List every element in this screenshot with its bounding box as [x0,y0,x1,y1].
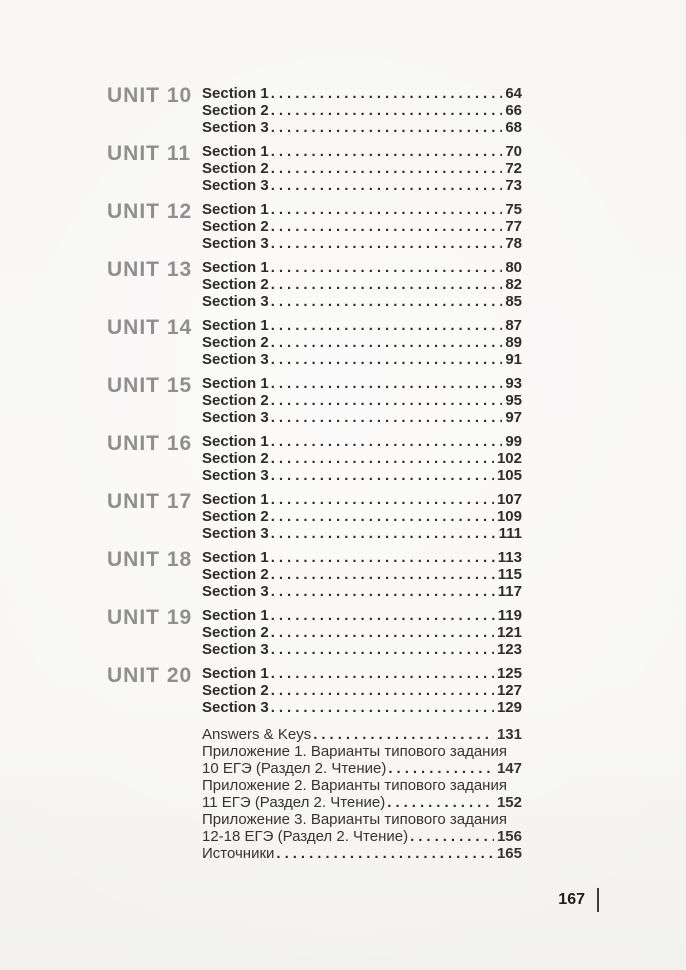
folio-page-number: 167 [558,891,585,908]
toc-entry-page-number: 129 [496,699,522,716]
toc-entry [202,665,522,682]
toc-entry-page-number: 152 [496,794,522,811]
toc-entry-label: Section 1 [202,143,269,160]
toc-entry [202,566,522,583]
unit-group [107,491,522,542]
dot-leader [269,334,503,351]
dot-leader [386,760,494,777]
toc-entry [202,760,522,777]
unit-group [107,665,522,716]
dot-leader [269,119,503,136]
toc-entry-page-number: 99 [505,433,522,450]
unit-group [107,143,522,194]
toc-entry [202,143,522,160]
toc-entry [202,624,522,641]
dot-leader [269,375,503,392]
unit-section-rows [202,201,522,252]
dot-leader [269,467,494,484]
toc-entry-label: Section 1 [202,607,269,624]
toc-entry-label: Section 3 [202,351,269,368]
toc-entry [202,102,522,119]
dot-leader [269,218,503,235]
toc-entry-page-number: 87 [505,317,522,334]
toc-entry [202,334,522,351]
unit-section-rows [202,259,522,310]
toc-entry-page-number: 68 [505,119,522,136]
toc-entry-label: Section 1 [202,317,269,334]
dot-leader [269,177,503,194]
unit-list [107,85,522,716]
toc-entry-page-number: 89 [505,334,522,351]
toc-entry-label: Section 1 [202,665,269,682]
toc-entry [202,845,522,862]
toc-entry-page-number: 131 [496,726,522,743]
footer-rule [597,888,599,912]
unit-heading: UNIT 17 [107,490,193,513]
unit-group [107,85,522,136]
toc-entry [202,201,522,218]
dot-leader [269,525,496,542]
toc-entry-label: 12-18 ЕГЭ (Раздел 2. Чтение) [202,828,409,845]
unit-group [107,607,522,658]
unit-heading: UNIT 10 [107,84,193,107]
dot-leader [385,794,494,811]
dot-leader [269,409,503,426]
toc-entry [202,607,522,624]
unit-heading: UNIT 15 [107,374,193,397]
toc-entry-page-number: 105 [496,467,522,484]
toc-entry [202,467,522,484]
dot-leader [269,624,494,641]
toc-entry [202,351,522,368]
dot-leader [269,433,503,450]
toc-entry-page-number: 77 [505,218,522,235]
unit-heading: UNIT 13 [107,258,193,281]
toc-entry [202,491,522,508]
toc-entry [202,682,522,699]
unit-heading: UNIT 12 [107,200,193,223]
toc-entry-label: 11 ЕГЭ (Раздел 2. Чтение) [202,794,386,811]
dot-leader [269,201,503,218]
toc-entry-label: Section 3 [202,235,269,252]
dot-leader [269,392,503,409]
dot-leader [269,491,494,508]
dot-leader [269,699,494,716]
unit-section-rows [202,317,522,368]
dot-leader [269,351,503,368]
unit-section-rows [202,143,522,194]
toc-entry-label: Section 2 [202,624,269,641]
toc-entry-label: Section 2 [202,566,269,583]
dot-leader [269,682,494,699]
appendix-entry-line: Приложение 3. Варианты типового задания [202,811,507,828]
toc-entry-label: Section 3 [202,119,269,136]
toc-entry-page-number: 66 [505,102,522,119]
unit-group [107,201,522,252]
toc-entry-page-number: 113 [497,549,522,566]
dot-leader [269,102,503,119]
toc-entry-label: Section 1 [202,491,269,508]
dot-leader [269,450,494,467]
unit-section-rows [202,491,522,542]
toc-entry [202,828,522,845]
toc-entry [202,726,522,743]
toc-entry [202,177,522,194]
toc-entry-label: Section 3 [202,641,269,658]
dot-leader [269,160,503,177]
toc-entry [202,85,522,102]
dot-leader [269,583,495,600]
toc-entry-label: Section 1 [202,85,269,102]
dot-leader [311,726,494,743]
toc-entry-page-number: 109 [496,508,522,525]
toc-entry [202,450,522,467]
toc-entry [202,160,522,177]
unit-section-rows [202,607,522,658]
toc-entry-page-number: 97 [505,409,522,426]
toc-entry-page-number: 121 [496,624,522,641]
unit-section-rows [202,85,522,136]
toc-entry [202,699,522,716]
toc-entry-page-number: 72 [505,160,522,177]
toc-entry-page-number: 127 [496,682,522,699]
toc-entry-label: Section 3 [202,409,269,426]
toc-entry [202,508,522,525]
toc-entry-label: Section 1 [202,259,269,276]
toc-entry-page-number: 102 [496,450,522,467]
toc-entry-label: Section 3 [202,293,269,310]
toc-entry [202,218,522,235]
unit-heading: UNIT 20 [107,664,193,687]
unit-group [107,375,522,426]
toc-entry-page-number: 70 [505,143,522,160]
unit-group [107,433,522,484]
table-of-contents [107,85,522,862]
toc-entry-page-number: 73 [505,177,522,194]
toc-entry-page-number: 115 [497,566,522,583]
toc-entry [202,293,522,310]
toc-entry-label: Section 2 [202,508,269,525]
toc-entry [202,433,522,450]
toc-entry [202,525,522,542]
dot-leader [269,641,494,658]
toc-entry-label: Section 2 [202,334,269,351]
dot-leader [269,317,503,334]
toc-entry-page-number: 165 [496,845,522,862]
dot-leader [269,85,503,102]
toc-entry-label: Section 2 [202,102,269,119]
unit-section-rows [202,665,522,716]
toc-entry-page-number: 85 [505,293,522,310]
unit-heading: UNIT 18 [107,548,193,571]
dot-leader [269,235,503,252]
unit-section-rows [202,433,522,484]
toc-entry-page-number: 80 [505,259,522,276]
toc-entry-label: Section 3 [202,467,269,484]
toc-entry-page-number: 125 [496,665,522,682]
appendix-entry-line: Приложение 1. Варианты типового задания [202,743,507,760]
toc-entry-label: Section 2 [202,682,269,699]
dot-leader [269,143,503,160]
toc-entry-page-number: 156 [496,828,522,845]
toc-entry-page-number: 123 [496,641,522,658]
toc-entry-page-number: 107 [496,491,522,508]
unit-group [107,317,522,368]
page-footer [0,888,599,912]
toc-entry [202,641,522,658]
toc-entry-page-number: 91 [505,351,522,368]
toc-entry-label: Источники [202,845,275,862]
dot-leader [408,828,494,845]
toc-entry-label: Section 1 [202,549,269,566]
toc-entry-label: Section 3 [202,177,269,194]
unit-heading: UNIT 11 [107,142,192,165]
toc-entry-label: Section 3 [202,583,269,600]
dot-leader [269,566,495,583]
toc-entry-page-number: 147 [496,760,522,777]
dot-leader [269,293,503,310]
toc-entry [202,317,522,334]
toc-entry [202,276,522,293]
dot-leader [269,607,495,624]
toc-entry-page-number: 64 [505,85,522,102]
toc-entry-page-number: 75 [505,201,522,218]
dot-leader [269,665,494,682]
toc-entry [202,549,522,566]
dot-leader [269,276,503,293]
toc-entry-page-number: 95 [505,392,522,409]
toc-entry-label: Section 1 [202,433,269,450]
dot-leader [269,259,503,276]
toc-entry [202,235,522,252]
toc-entry [202,794,522,811]
toc-entry-label: Section 1 [202,375,269,392]
toc-entry-label: Section 3 [202,525,269,542]
toc-entry-label: Section 2 [202,392,269,409]
appendix-list [202,726,522,862]
toc-entry-page-number: 82 [505,276,522,293]
toc-entry [202,583,522,600]
toc-entry-page-number: 117 [497,583,522,600]
dot-leader [269,508,494,525]
toc-entry-page-number: 119 [497,607,522,624]
unit-section-rows [202,375,522,426]
unit-heading: UNIT 14 [107,316,193,339]
toc-entry-page-number: 111 [498,525,522,542]
appendix-entry-line: Приложение 2. Варианты типового задания [202,777,507,794]
toc-entry [202,119,522,136]
toc-entry [202,375,522,392]
unit-group [107,259,522,310]
toc-entry-label: Section 2 [202,160,269,177]
toc-entry-label: Section 2 [202,218,269,235]
toc-entry-page-number: 93 [505,375,522,392]
toc-entry-label: Section 2 [202,276,269,293]
toc-entry [202,259,522,276]
dot-leader [269,549,495,566]
toc-entry [202,392,522,409]
toc-entry-label: Section 1 [202,201,269,218]
unit-section-rows [202,549,522,600]
toc-entry-label: Section 2 [202,450,269,467]
toc-entry-label: Answers & Keys [202,726,312,743]
dot-leader [274,845,494,862]
toc-entry [202,409,522,426]
unit-group [107,549,522,600]
toc-entry-page-number: 78 [505,235,522,252]
unit-heading: UNIT 16 [107,432,193,455]
unit-heading: UNIT 19 [107,606,193,629]
toc-entry-label: Section 3 [202,699,269,716]
toc-entry-label: 10 ЕГЭ (Раздел 2. Чтение) [202,760,387,777]
